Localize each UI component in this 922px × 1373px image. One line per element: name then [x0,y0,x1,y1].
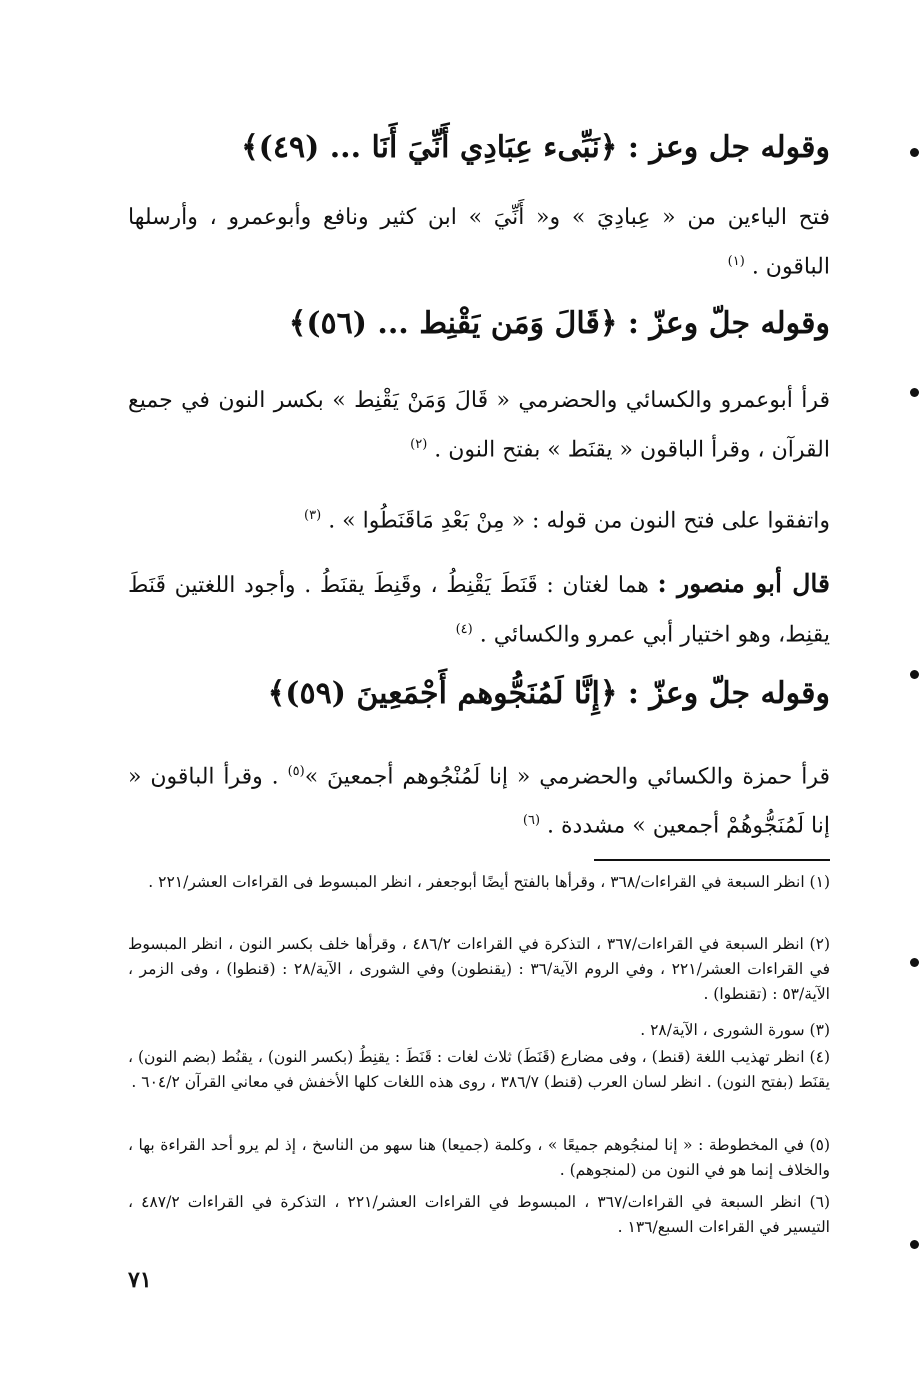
paragraph-1 [128,196,830,289]
footnote-ref-4[interactable]: (٤) [455,622,473,637]
verse-heading-59: وقوله جلّ وعزّ : ﴿إِنَّا لَمُنَجُّوهم أَجْمَعِينَ (٥٩)﴾ [267,676,830,711]
paragraph-5 [128,750,830,849]
footnote-ref-6[interactable]: (٦) [522,813,541,829]
footnote-1: (١) انظر السبعة في القراءات/٣٦٨ ، وقرأها بالفتح أيضًا أبوجعفر ، انظر المبسوط فى القراءات العشر/٢٢١ . [148,873,830,891]
paragraph-3-text: واتفقوا على فتح النون من قوله : « مِنْ بَعْدِ مَاقَنَطُوا » . [328,508,830,534]
paragraph-2-text: قرأ أبوعمرو والكسائي والحضرمي « قَالَ وَمَنْ يَقْنِط » بكسر النون في جميع القرآن ، وقرأ الباقون « يقنَط » بفتح النون . [128,388,830,463]
paragraph-5-text-b: . وقرأ الباقون « إنا لَمُنَجُّوهُمْ أجمعين » مشددة . [128,764,830,839]
verse-heading-49: وقوله جل وعز : ﴿نَبِّىء عِبَادِي أَنِّيَ أَنَا ... (٤٩)﴾ [241,130,830,165]
paragraph-1-text: فتح الياءين من « عِبادِيَ » و« أَنِّيَ » ابن كثير ونافع وأبوعمرو ، وأرسلها الباقون . [128,205,830,280]
footnote-ref-3[interactable]: (٣) [304,508,322,523]
paragraph-3 [128,494,830,543]
footnote-3: (٣) سورة الشورى ، الآية/٢٨ . [640,1021,830,1039]
footnote-ref-2[interactable]: (٢) [410,437,428,452]
margin-mark [910,1240,919,1249]
margin-mark [910,670,919,679]
footnote-6: (٦) انظر السبعة في القراءات/٣٦٧ ، المبسوط في القراءات العشر/٢٢١ ، التذكرة في القراءات ٤٨٧/٢ ، التيسير في القراءات السبع/١٣٦ . [128,1193,830,1236]
footnote-5: (٥) في المخطوطة : « إنا لمنجُوهم جميعًا » ، وكلمة (جميعا) هنا سهو من الناسخ ، إذ لم يرو أحد القراءة بها ، والخلاف إنما هو في النون من (لمنجوهم) . [128,1136,830,1179]
footnote-4: (٤) انظر تهذيب اللغة (قنط) ، وفى مضارع (قَنَطَ) ثلاث لغات : قَنَطَ : يقنِطُ (بكسر النون) ، يقنُط (بضم النون) ، يقنَط (بفتح النون) . انظر لسان العرب (قنط) ٣٨٦/٧ ، روى هذه اللغات كلها الأخفش في معاني القرآن ٦٠٤/٢ . [128,1048,830,1091]
abu-mansur-lead: قال أبو منصور : [657,569,830,598]
paragraph-5-text-a: قرأ حمزة والكسائي والحضرمي « إنا لَمُنْجُوهم أجمعينَ » [304,764,831,790]
footnote-2: (٢) انظر السبعة في القراءات/٣٦٧ ، التذكرة في القراءات ٤٨٦/٢ ، وقرأها خلف بكسر النون ، انظر المبسوط في القراءات العشر/٢٢١ ، وفي الروم الآية/٣٦ : (يقنطون) وفي الشورى ، الآية/٢٨ : (قنطوا) ، وفى الزمر ، الآية/٥٣ : (تقنطوا) . [128,935,831,1003]
margin-mark [910,148,919,157]
paragraph-2 [128,379,830,472]
paragraph-4-text: هما لغتان : قَنَطَ يَقْنِطُ ، وقَنِطَ يقنَطُ . وأجود اللغتين قَنَطَ يقنِط، وهو اختيار أبي عمرو والكسائي . [128,573,830,648]
footnote-ref-1[interactable]: (١) [727,254,745,269]
margin-mark [910,388,919,397]
verse-heading-56: وقوله جلّ وعزّ : ﴿قَالَ وَمَن يَقْنِط ... (٥٦)﴾ [288,306,830,341]
page-number: ٧١ [128,1267,152,1293]
footnote-separator [594,859,830,861]
margin-mark [910,958,919,967]
paragraph-4 [128,562,830,657]
footnote-ref-5[interactable]: (٥) [287,764,305,779]
